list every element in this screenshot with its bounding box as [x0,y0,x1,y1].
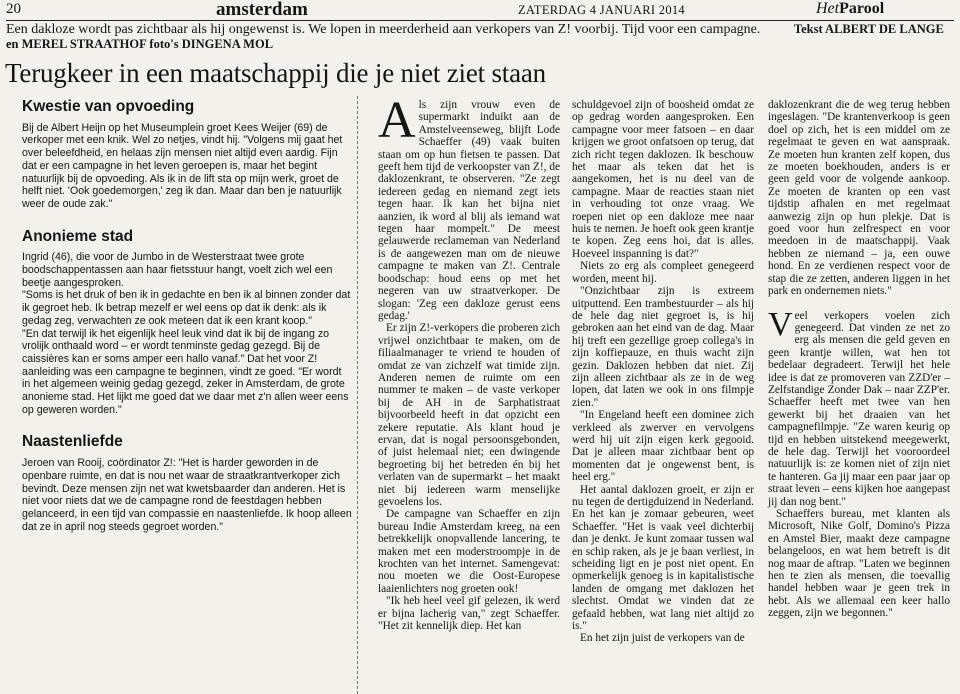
header-rule [6,20,954,21]
lead-text: ls zijn vrouw even de supermarkt induikt aan de Amstelveenseweg, blijft Lode Schaeffer (49) vaak buiten staan om op hun fietsen te passen. Dat geeft hem tijd de verkoopster van Z!, de daklozenkrant, te observeren. "Ze zegt iedereen gedag en niemand zegt iets tegen haar. Ik kan het bijna niet aanzien, ik word al blij als iemand wat tegen haar mompelt." De meest gelauwerde reclameman van Nederland is de aangewezen man om de nieuwe campagne te maken van Z!. Centrale boodschap: houd eens op met het negeren van uw straatverkoper. De slogan: 'Zeg een dakloze gerust eens gedag.' [378,99,560,322]
article-paragraph: "Ik heb heel veel gif gelezen, ik werd er bijna lacherig van," zegt Schaeffer. "Het zit kennelijk diep. Het kan [378,595,560,633]
article-paragraph: schuldgevoel zijn of boosheid omdat ze op gedrag worden aangesproken. Een campagne voor meer fatsoen – en daar krijgen we groot onfatsoen op terug, dat zich richt tegen daklozen. Ik beschouw het maar als teken dat het is aangekomen, het is nu deel van de campagne. Maar de reacties staan niet in verhouding tot onze vraag. We roepen niet op een dakloze mee naar huis te nemen. Je hoeft ook geen krantje te kopen. Zeg eens hoi, dat is alles. Hoeveel inspanning is dat?" [572,99,754,260]
article-column-4 [768,99,950,620]
article-paragraph-text: eel verkopers voelen zich genegeerd. Dat vinden ze net zo erg als mensen die geld geven en geen krantje willen, wat hen tot bedelaar degradeert. Terwijl het hele idee is dat ze promoveren van ZZD'er – Zelfstandige Zonder Dak – naar ZZP'er. Schaeffer heeft met twee van hen gewerkt bij het draaien van het campagnefilmpje. "Ze waren keurig op tijd en hebben uitstekend meegewerkt, de hele dag. Terwijl het vooroordeel natuurlijk is: ze komen niet of zijn niet te hanteren. Ga jij maar een paar jaar op straat leven – eens kijken hoe aangepast jij dan nog bent." [768,309,950,508]
intro-text: Een dakloze wordt pas zichtbaar als hij ongewenst is. We lopen in meerderheid aan verkopers van Z! voorbij. Tijd voor een campagne. [6,22,761,37]
sidebar-paragraph: Bij de Albert Heijn op het Museumplein groet Kees Weijer (69) de verkoper met een knik. Wel zo netjes, vindt hij. "Volgens mij gaat het over beleefdheid, en helaas zijn mensen niet altijd even aardig. Fijn dat er een campagne in het leven geroepen is, maar het begint natuurlijk bij de opvoeding. Als ik in de lift sta op mijn werk, groet de helft niet. 'Ook goedemorgen,' zeg ik dan. Maar dan ben je natuurlijk weer de oude zak." [22,121,343,210]
headline: Terugkeer in een maatschappij die je niet ziet staan [5,58,546,88]
article-paragraph: En het zijn juist de verkopers van de [580,632,745,645]
paper-logo [816,0,884,18]
paper-name: Parool [839,0,885,17]
article-column-3 [572,99,754,645]
drop-cap: A [378,92,416,149]
article-paragraph: "In Engeland heeft een dominee zich verkleed als zwerver en vervolgens werd hij uit zijn eigen kerk gegooid. Dat je alleen maar zichtbaar bent op momenten dat je ongewenst bent, is heel erg." [572,409,754,484]
article-paragraph: Schaeffers bureau, met klanten als Microsoft, Nike Golf, Domino's Pizza en Amstel Bier, maakt deze campagne belangeloos, en wat hem betreft is dit nog maar de aftrap. "Laten we beginnen hen te zien als mensen, die toevallig handel hebben waar je geen trek in hebt. Als we allemaal een keer hallo zeggen, zijn we begonnen." [768,508,950,620]
paper-prefix: Het [816,0,840,17]
article-paragraph: "Onzichtbaar zijn is extreem uitputtend. Een trambestuurder – als hij de hele dag niet gegroet is, is hij gebroken aan het eind van de dag. Maar hij treft een gezellige groep collega's in zijn koffiepauze, en thuis wacht zijn gezin. Daklozen hebben dat niet. Zij zijn alleen zichtbaar als ze in de weg lopen, dat laten we ook in ons filmpje zien." [572,285,754,409]
section-title: amsterdam [216,0,308,20]
spacer [22,416,352,434]
sidebar-heading: Anonieme stad [22,227,134,245]
article-paragraph: Niets zo erg als compleet genegeerd worden, meent hij. [572,260,754,285]
sidebar-heading: Kwestie van opvoeding [22,98,195,115]
sidebar-paragraph: "En dat terwijl ik het eigenlijk heel leuk vind dat ik bij de ingang zo vrolijk onthaald word – er wordt tenminste gedag gezegd. Bij de caissières kan er soms amper een hallo vanaf." Dat het voor Z! aanleiding was een campagne te beginnen, vindt ze goed. "Er wordt in het algemeen weinig gedag gezegd, zeker in Amsterdam, de grote anonieme stad. Het lijkt me goed dat we daar met z'n allen weer eens op geweren worden." [22,327,349,416]
page-number: 20 [6,1,21,17]
article-paragraph: daklozenkrant die de weg terug hebben ingeslagen. "De krantenverkoop is geen doel op zich, het is een middel om ze regelmaat te geven en wat aanspraak. Ze moeten hun kranten zelf kopen, dus ze moeten boekhouden, anders is er geen geld voor de volgende aankoop. Ze moeten de kranten op een vast tijdstip afhalen en met regelmaat aanwezig zijn op hun plekje. Dat is goed voor hun zelfrespect en voor meedoen in de maatschappij. Vaak hebben ze niemand – ja, een ouwe hond. En ze verdienen respect voor de stap die ze zetten, anderen liggen in het park en ondernemen niets." [768,99,950,298]
column-divider [357,96,358,694]
sidebar-paragraph: Ingrid (46), die voor de Jumbo in de Westerstraat twee grote boodschappentassen aan haar fietsstuur hangt, voelt zich wel een beetje aangesproken. [22,251,333,289]
drop-cap: V [768,305,793,343]
article-paragraph: Het aantal daklozen groeit, er zijn er nu tegen de dertigduizend in Nederland. En het kan je zomaar gebeuren, weet Schaeffer. "Het is vaak veel dichterbij dan je denkt. Je kunt zomaar tussen wal en schip raken, als je je baan verliest, in scheiding ligt en je post niet opent. En opmerkelijk genoeg is in kapitalistische landen de omgang met daklozen het slechtst. Omdat we vinden dat ze gefaald hebben, wat lang niet altijd zo is." [572,483,754,633]
credits: Tekst ALBERT DE LANGE en MEREL STRAATHOF foto's DINGENA MOL [6,22,944,51]
sidebar-heading: Naastenliefde [22,433,123,451]
article-column-2 [378,92,560,633]
issue-date: ZATERDAG 4 JANUARI 2014 [518,3,685,17]
sidebar-paragraph: Jeroen van Rooij, coördinator Z!: "Het is harder geworden in de openbare ruimte, en dat is nou net waar de straatkrantverkoper zich bevindt. Deze mensen zijn net wat kwetsbaarder dan anderen. Het is niet voor niets dat we de campagne rond de feestdagen hebben gelanceerd, in een tijd van compassie en naastenliefde. Ik hoop alleen dat ze in april nog steeds gegroet worden." [22,457,352,533]
intro [6,22,946,52]
sidebar-column [22,99,352,533]
article-paragraph [768,305,950,509]
lead-paragraph [378,92,560,322]
page-header [6,1,954,21]
spacer [22,211,352,229]
sidebar-paragraph: "Soms is het druk of ben ik in gedachte en ben ik al binnen zonder dat ik gegroet heb. Ik betrap mezelf er wel eens op dat ik denk: als ik gedag zeg, verwachten ze ook meteen dat ik een krant koop." [22,289,351,327]
article-paragraph: Er zijn Z!-verkopers die proberen zich vrijwel onzichtbaar te maken, om de filiaalmanager te vriend te houden of omdat ze van zichzelf wat timide zijn. Anderen nemen de ruimte om een nummer te maken – de vaste verkoper bij de AH in de Sarphatistraat bijvoorbeeld heeft in dat opzicht een zekere reputatie. Als klant houd je ervan, dat is nogal persoonsgebonden, of juist helemaal niet; een dwingende begroeting bij het betreden én bij het verlaten van de supermarkt – het maakt niet bij iedereen warm menselijke gevoelens los. [378,322,560,508]
article-paragraph: De campagne van Schaeffer en zijn bureau Indie Amsterdam kreeg, na een betrekkelijk onopvallende lancering, te maken met een moderstroompje in de krochten van het internet. Samengevat: nou moeten we die Oost-Europese laaienlichters nog groeten ook! [378,508,560,595]
